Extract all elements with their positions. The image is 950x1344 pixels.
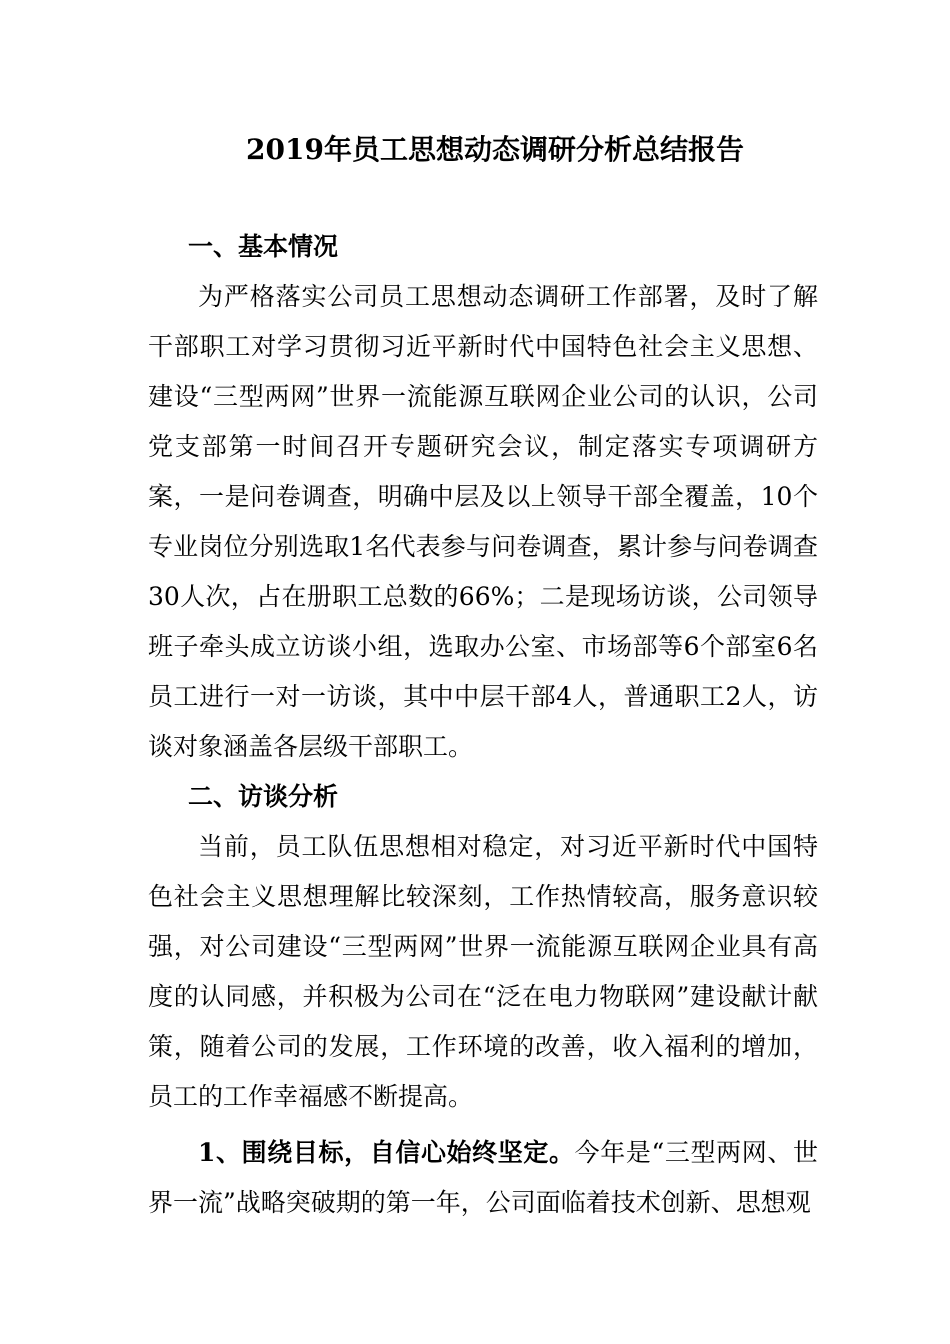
- section-heading-interview-analysis: 二、访谈分析: [188, 782, 339, 811]
- point-1-paragraph: [148, 1128, 818, 1228]
- section-paragraph-interview-analysis: 当前，员工队伍思想相对稳定，对习近平新时代中国特色社会主义思想理解比较深刻，工作热情较高，服务意识较强，对公司建设“三型两网”世界一流能源互联网企业具有高度的认同感，并积极为公司在“泛在电力物联网”建设献计献策，随着公司的发展，工作环境的改善，收入福利的增加，员工的工作幸福感不断提高。: [148, 832, 818, 1111]
- document-title: 2019年员工思想动态调研分析总结报告: [246, 133, 744, 166]
- point-1-lead: 1、围绕目标，自信心始终坚定。: [198, 1138, 575, 1167]
- document-body: [148, 222, 818, 1228]
- section-paragraph-basic-info: 为严格落实公司员工思想动态调研工作部署，及时了解干部职工对学习贯彻习近平新时代中国特色社会主义思想、建设“三型两网”世界一流能源互联网企业公司的认识，公司党支部第一时间召开专题研究会议，制定落实专项调研方案，一是问卷调查，明确中层及以上领导干部全覆盖，10个专业岗位分别选取1名代表参与问卷调查，累计参与问卷调查30人次，占在册职工总数的66%；二是现场访谈，公司领导班子牵头成立访谈小组，选取办公室、市场部等6个部室6名员工进行一对一访谈，其中中层干部4人，普通职工2人，访谈对象涵盖各层级干部职工。: [148, 282, 818, 761]
- point-1-text: 今年是“三型两网、世界一流”战略突破期的第一年，公司面临着技术创新、思想观: [148, 1138, 818, 1217]
- section-heading-basic-info: 一、基本情况: [188, 232, 339, 261]
